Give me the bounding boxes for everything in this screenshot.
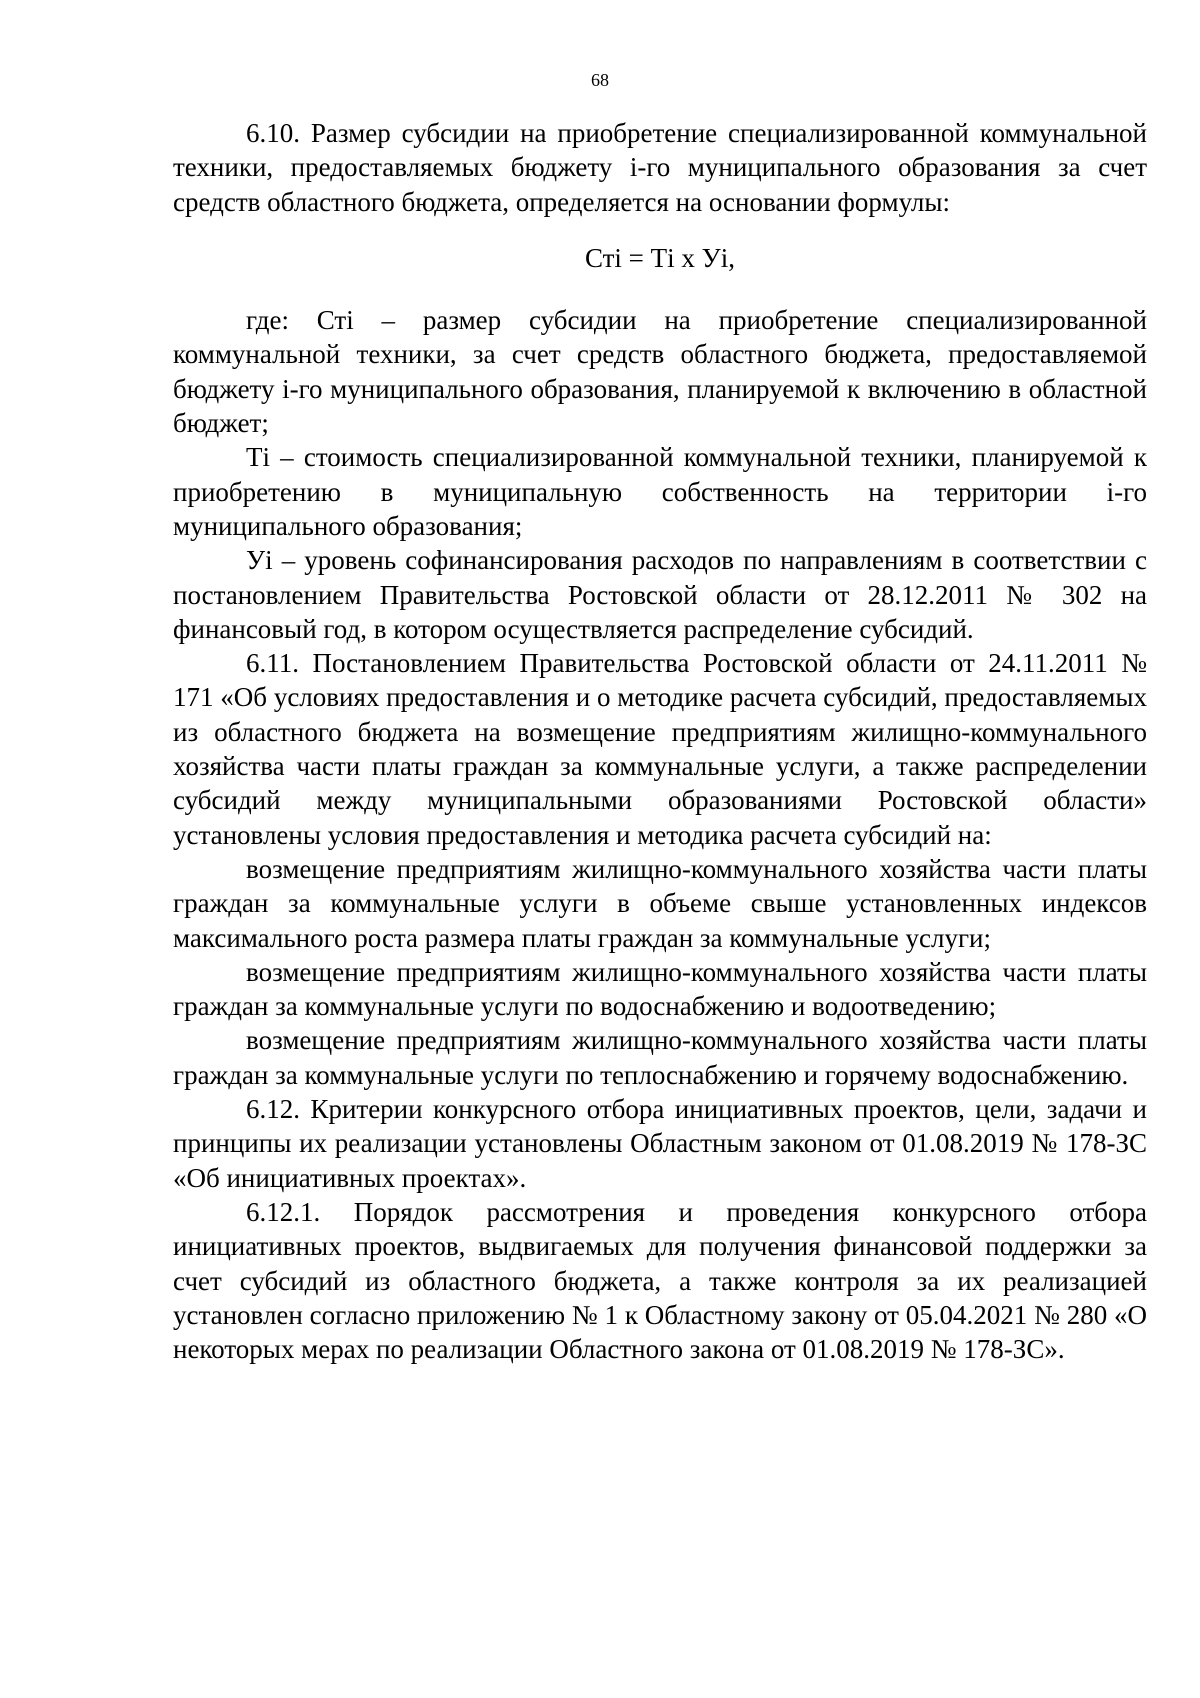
paragraph-definition-ui: Уі – уровень софинансирования расходов по направлениям в соответствии с постановлением Правительства Ростовской области от 28.12.2011 № 302 на финансовый год, в котором осуществляется распределение субсидий.: [173, 545, 1147, 644]
paragraph-6-10: 6.10. Размер субсидии на приобретение специализированной коммунальной техники, предоставляемых бюджету i-го муниципального образования за счет средств областного бюджета, определяется на основании формулы:: [173, 118, 1147, 217]
paragraph-6-11: 6.11. Постановлением Правительства Ростовской области от 24.11.2011 № 171 «Об условиях предоставления и о методике расчета субсидий, предоставляемых из областного бюджета на возмещение предприятиям жилищно-коммунального хозяйства части платы граждан за коммунальные услуги, а также распределении субсидий между муниципальными образованиями Ростовской области» установлены условия предоставления и методика расчета субсидий на:: [173, 648, 1147, 850]
paragraph-definition-cti: где: Сті – размер субсидии на приобретение специализированной коммунальной техники, за счет средств областного бюджета, предоставляемой бюджету i-го муниципального образования, планируемой к включению в областной бюджет;: [173, 305, 1147, 439]
paragraph-compensation-indexes: возмещение предприятиям жилищно-коммунального хозяйства части платы граждан за коммунальные услуги в объеме свыше установленных индексов максимального роста размера платы граждан за коммунальные услуги;: [173, 853, 1147, 953]
paragraph-compensation-water: возмещение предприятиям жилищно-коммунального хозяйства части платы граждан за коммунальные услуги по водоснабжению и водоотведению;: [173, 956, 1147, 1022]
document-body: [173, 116, 1147, 1366]
paragraph-6-12: 6.12. Критерии конкурсного отбора инициативных проектов, цели, задачи и принципы их реализации установлены Областным законом от 01.08.2019 № 178-ЗС «Об инициативных проектах».: [173, 1094, 1147, 1193]
paragraph-6-12-1: 6.12.1. Порядок рассмотрения и проведения конкурсного отбора инициативных проектов, выдвигаемых для получения финансовой поддержки за счет субсидий из областного бюджета, а также контроля за их реализацией установлен согласно приложению № 1 к Областному закону от 05.04.2021 № 280 «О некоторых мерах по реализации Областного закона от 01.08.2019 № 178-ЗС».: [173, 1196, 1147, 1365]
paragraph-compensation-heat: возмещение предприятиям жилищно-коммунального хозяйства части платы граждан за коммунальные услуги по теплоснабжению и горячему водоснабжению.: [173, 1025, 1147, 1090]
page-number: 68: [591, 70, 609, 90]
paragraph-definition-ti: Ті – стоимость специализированной коммунальной техники, планируемой к приобретению в муниципальную собственность на территории i-го муниципального образования;: [173, 442, 1147, 541]
formula: Сті = Ті х Уі,: [584, 242, 736, 273]
